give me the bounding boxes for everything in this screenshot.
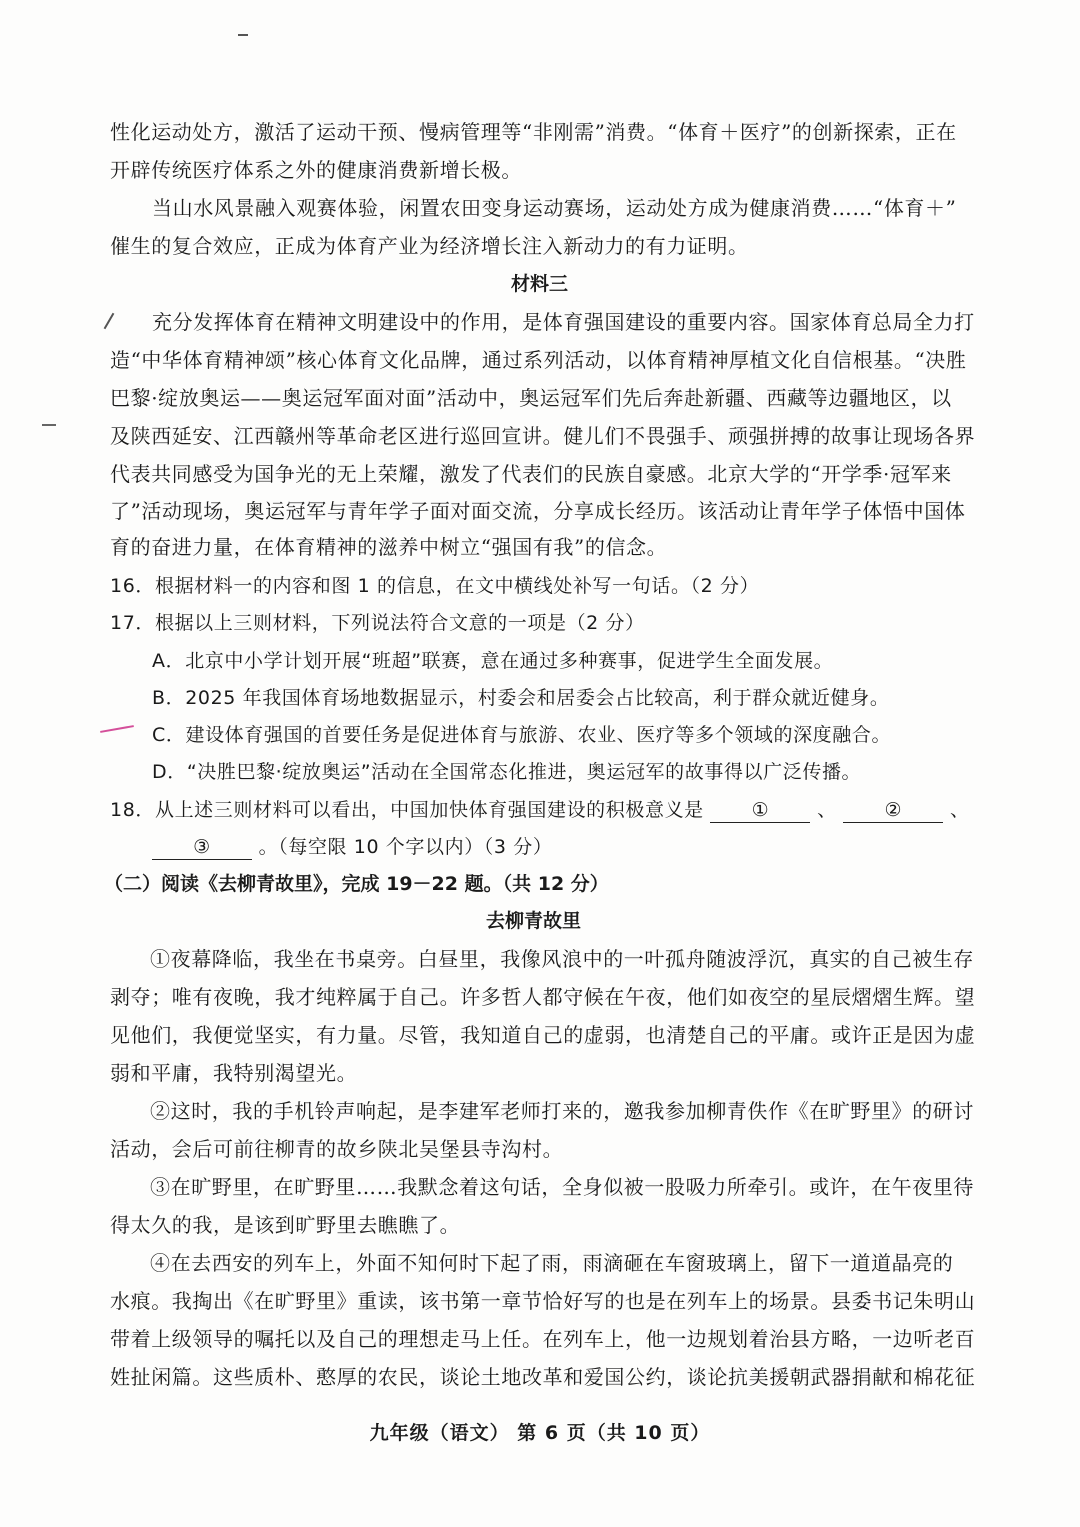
scan-mark-left <box>42 424 56 426</box>
question-18-continued <box>152 833 552 861</box>
material3-line-5: 代表共同感受为国争光的无上荣耀，激发了代表们的民族自豪感。北京大学的“开学季·冠军来 <box>110 462 952 486</box>
scan-mark-top <box>238 34 248 36</box>
passage-line-2: 剥夺；唯有夜晚，我才纯粹属于自己。许多哲人都守候在午夜，他们如夜空的星辰熠熠生辉。望 <box>110 985 976 1009</box>
pencil-tick-mark <box>104 313 115 330</box>
material3-title: 材料三 <box>511 273 569 295</box>
passage-line-5: ②这时，我的手机铃声响起，是李建军老师打来的，邀我参加柳青佚作《在旷野里》的研讨 <box>150 1099 974 1123</box>
passage-line-10: 水痕。我掏出《在旷野里》重读，该书第一章节恰好写的也是在列车上的场景。县委书记朱明山 <box>110 1289 976 1313</box>
passage-line-7: ③在旷野里，在旷野里……我默念着这句话，全身似被一股吸力所牵引。或许，在午夜里待 <box>150 1175 974 1199</box>
section2-header: （二）阅读《去柳青故里》，完成 19－22 题。（共 12 分） <box>104 873 609 895</box>
question-18 <box>110 796 970 824</box>
material3-line-1: 充分发挥体育在精神文明建设中的作用，是体育强国建设的重要内容。国家体育总局全力打 <box>152 310 975 334</box>
section2-title: 去柳青故里 <box>486 910 582 932</box>
question-17-option-b: B．2025 年我国体育场地数据显示，村委会和居委会占比较高，利于群众就近健身。 <box>152 687 890 709</box>
question-17-option-d: D．“决胜巴黎·绽放奥运”活动在全国常态化推进，奥运冠军的故事得以广泛传播。 <box>152 761 862 783</box>
material3-line-4: 及陕西延安、江西赣州等革命老区进行巡回宣讲。健儿们不畏强手、顽强拼搏的故事让现场各界 <box>110 424 976 448</box>
passage-line-8: 得太久的我，是该到旷野里去瞧瞧了。 <box>110 1213 461 1237</box>
question-18-prefix: 18．从上述三则材料可以看出，中国加快体育强国建设的积极意义是 <box>110 799 704 821</box>
body-line-2: 开辟传统医疗体系之外的健康消费新增长极。 <box>110 158 522 182</box>
answer-blank-1[interactable]: ① <box>710 798 810 823</box>
passage-line-12: 姓扯闲篇。这些质朴、憨厚的农民，谈论土地改革和爱国公约，谈论抗美援朝武器捐献和棉花征 <box>110 1365 976 1389</box>
body-line-1: 性化运动处方，激活了运动干预、慢病管理等“非刚需”消费。“体育＋医疗”的创新探索，正在 <box>110 120 957 144</box>
answer-blank-3[interactable]: ③ <box>152 835 252 860</box>
question-17: 17．根据以上三则材料，下列说法符合文意的一项是（2 分） <box>110 612 645 634</box>
passage-line-1: ①夜幕降临，我坐在书桌旁。白昼里，我像风浪中的一叶孤舟随波浮沉，真实的自己被生存 <box>150 947 974 971</box>
passage-line-3: 见他们，我便觉坚实，有力量。尽管，我知道自己的虚弱，也清楚自己的平庸。或许正是因为虚 <box>110 1023 976 1047</box>
material3-line-3: 巴黎·绽放奥运——奥运冠军面对面”活动中，奥运冠军们先后奔赴新疆、西藏等边疆地区，以 <box>110 386 952 410</box>
pink-pen-mark <box>100 725 134 733</box>
body-line-3: 当山水风景融入观赛体验，闲置农田变身运动赛场，运动处方成为健康消费……“体育＋” <box>152 196 957 220</box>
passage-line-4: 弱和平庸，我特别渴望光。 <box>110 1061 358 1085</box>
material3-line-2: 造“中华体育精神颂”核心体育文化品牌，通过系列活动，以体育精神厚植文化自信根基。“决胜 <box>110 348 967 372</box>
passage-line-9: ④在去西安的列车上，外面不知何时下起了雨，雨滴砸在车窗玻璃上，留下一道道晶亮的 <box>150 1251 954 1275</box>
body-line-4: 催生的复合效应，正成为体育产业为经济增长注入新动力的有力证明。 <box>110 234 749 258</box>
answer-blank-2[interactable]: ② <box>843 798 943 823</box>
passage-line-11: 带着上级领导的嘱托以及自己的理想走马上任。在列车上，他一边规划着治县方略，一边听老百 <box>110 1327 976 1351</box>
question-17-option-a: A．北京中小学计划开展“班超”联赛，意在通过多种赛事，促进学生全面发展。 <box>152 650 834 672</box>
question-16: 16．根据材料一的内容和图 1 的信息，在文中横线处补写一句话。（2 分） <box>110 575 760 597</box>
passage-line-6: 活动，会后可前往柳青的故乡陕北吴堡县寺沟村。 <box>110 1137 564 1161</box>
material3-line-6: 了”活动现场，奥运冠军与青年学子面对面交流，分享成长经历。该活动让青年学子体悟中国体 <box>110 499 966 523</box>
material3-line-7: 育的奋进力量，在体育精神的滋养中树立“强国有我”的信念。 <box>110 535 668 559</box>
question-18-suffix: 。（每空限 10 个字以内）（3 分） <box>258 836 553 858</box>
page-footer: 九年级（语文） 第 6 页（共 10 页） <box>369 1422 711 1444</box>
question-18-separator-2: 、 <box>949 799 970 821</box>
question-17-option-c: C．建设体育强国的首要任务是促进体育与旅游、农业、医疗等多个领域的深度融合。 <box>152 724 892 746</box>
question-18-separator-1: 、 <box>817 799 837 821</box>
